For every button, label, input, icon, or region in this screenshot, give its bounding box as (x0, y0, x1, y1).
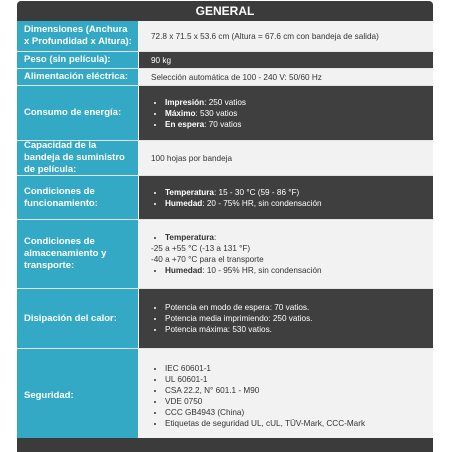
label-heat: Disipación del calor: (17, 289, 139, 348)
list-item: • Humedad: 10 - 95% HR, sin condensación (165, 265, 322, 276)
row-storage (17, 220, 433, 289)
row-dimensions (17, 21, 433, 52)
value-consumption (139, 86, 433, 140)
row-heat (17, 289, 433, 349)
list-item: • IEC 60601-1 (165, 363, 365, 374)
list-item: • Potencia máxima: 530 vatios. (165, 324, 312, 335)
list-item: • Temperatura: (165, 232, 322, 243)
value-heat (139, 289, 433, 348)
storage-list (151, 232, 322, 276)
list-subline: -40 a +70 °C para el transporte (151, 255, 264, 264)
consumption-list (151, 97, 246, 130)
list-item: • Humedad: 20 - 75% HR, sin condensación (165, 198, 322, 209)
label-operating: Condiciones de funcionamiento: (17, 176, 139, 219)
label-safety: Seguridad: (17, 349, 139, 443)
row-power (17, 69, 433, 86)
row-operating (17, 176, 433, 220)
spec-table (17, 21, 433, 444)
label-dimensions: Dimensiones (Anchura x Profundidad x Altura): (17, 21, 139, 51)
value-weight: 90 kg (139, 52, 433, 68)
list-item: • CCC GB4943 (China) (165, 407, 365, 418)
label-power: Alimentación eléctrica: (17, 69, 139, 85)
list-item: • VDE 0750 (165, 396, 365, 407)
list-item: • Potencia media imprimiendo: 250 vatios. (165, 313, 312, 324)
list-item: • CSA 22.2, N° 601.1 - M90 (165, 385, 365, 396)
label-tray: Capacidad de la bandeja de suministro de película: (17, 141, 139, 175)
list-item: • Temperatura: 15 - 30 °C (59 - 86 °F) (165, 187, 322, 198)
value-dimensions: 72.8 x 71.5 x 53.6 cm (Altura = 67.6 cm con bandeja de salida) (139, 21, 433, 51)
row-weight (17, 52, 433, 69)
label-storage: Condiciones de almacenamiento y transporte: (17, 220, 139, 288)
section-title: GENERAL (17, 1, 433, 21)
value-power: Selección automática de 100 - 240 V: 50/60 Hz (139, 69, 433, 85)
list-item: • UL 60601-1 (165, 374, 365, 385)
value-tray: 100 hojas por bandeja (139, 141, 433, 175)
safety-list (151, 363, 365, 429)
label-weight: Peso (sin película): (17, 52, 139, 68)
list-item: • Etiquetas de seguridad UL, cUL, TÜV-Mark, CCC-Mark (165, 418, 365, 429)
list-item: • En espera: 70 vatios (165, 119, 246, 130)
list-item: • Impresión: 250 vatios (165, 97, 246, 108)
label-consumption: Consumo de energía: (17, 86, 139, 140)
value-storage (139, 220, 433, 288)
list-subline: -25 a +55 °C (-13 a 131 °F) (151, 244, 251, 253)
row-consumption (17, 86, 433, 141)
list-item: • Potencia en modo de espera: 70 vatios. (165, 302, 312, 313)
row-safety (17, 349, 433, 444)
heat-list (151, 302, 312, 335)
row-tray (17, 141, 433, 176)
value-operating (139, 176, 433, 219)
table-footer-bar (17, 438, 433, 452)
list-item: • Máximo: 530 vatios (165, 108, 246, 119)
operating-list (151, 187, 322, 209)
value-safety (139, 349, 433, 443)
